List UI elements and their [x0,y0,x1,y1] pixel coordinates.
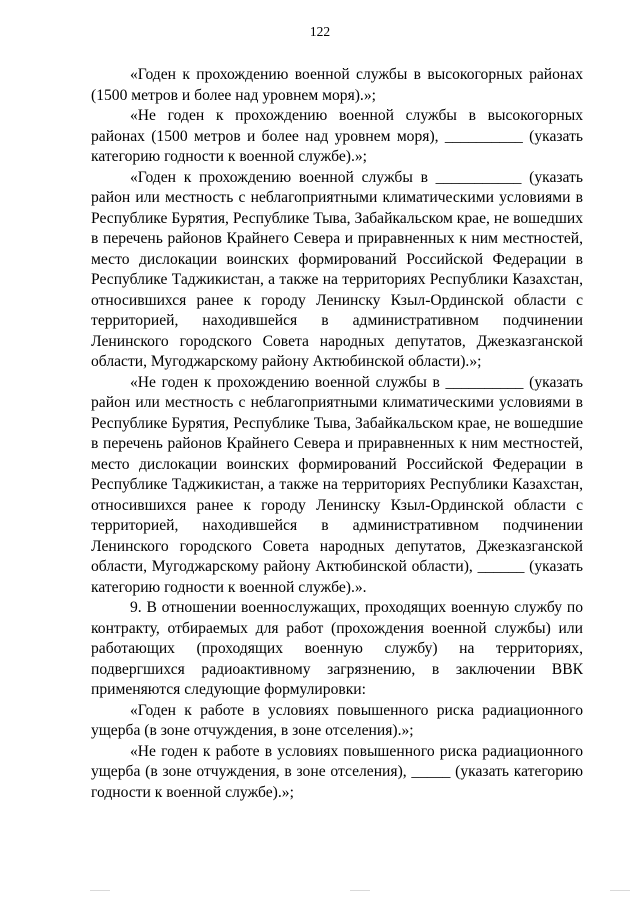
paragraph-unfit-high-altitude: «Не годен к прохождению военной службы в высокогорных районах (1500 метров и более над уровнем моря), __________ (указать категорию годности к военной службе).»; [91,107,583,165]
paragraph-fit-radiation-risk: «Годен к работе в условиях повышенного риска радиационного ущерба (в зоне отчуждения, в зоне отселения).»; [91,701,583,739]
paragraph-unfit-unfavorable-climate: «Не годен к прохождению военной службы в __________ (указать район или местность с неблагоприятными климатическими условиями в Республике Бурятия, Республике Тыва, Забайкальском крае, не вошедшие в перечень районов Крайнего Севера и приравненных к ним местностей, место дислокации воинских формирований Российской Федерации в Республике Таджикистан, а также на территориях Республики Казахстан, относившихся ранее к городу Ленинску Кзыл-Ординской области с территорией, находившейся в административном подчинении Ленинского городского Совета народных депутатов, Джезказганской области, Мугоджарскому району Актюбинской области), ______ (указать категорию годности к военной службе).». [91,373,583,596]
paragraph-fit-high-altitude: «Годен к прохождению военной службы в высокогорных районах (1500 метров и более над уровнем моря).»; [91,66,583,104]
paragraph-item-9-radiation: 9. В отношении военнослужащих, проходящих военную службу по контракту, отбираемых для работ (прохождения военной службы) или работающих (проходящих военную службу) на территориях, подвергшихся радиоактивному загрязнению, в заключении ВВК применяются следующие формулировки: [91,599,583,698]
paragraph-unfit-radiation-risk: «Не годен к работе в условиях повышенного риска радиационного ущерба (в зоне отчуждения, в зоне отселения), _____ (указать категорию годности к военной службе).»; [91,742,583,801]
document-body [91,65,583,803]
page-number: 122 [309,24,331,39]
scan-edge-artifact [0,890,640,891]
paragraph-fit-unfavorable-climate: «Годен к прохождению военной службы в ___________ (указать район или местность с неблагоприятными климатическими условиями в Республике Бурятия, Республике Тыва, Забайкальском крае, не вошедших в перечень районов Крайнего Севера и приравненных к ним местностей, место дислокации воинских формирований Российской Федерации в Республике Таджикистан, а также на территориях Республики Казахстан, относившихся ранее к городу Ленинску Кзыл-Ординской области с территорией, находившейся в административном подчинении Ленинского городского Совета народных депутатов, Джезказганской области, Мугоджарскому району Актюбинской области).»; [91,168,583,370]
